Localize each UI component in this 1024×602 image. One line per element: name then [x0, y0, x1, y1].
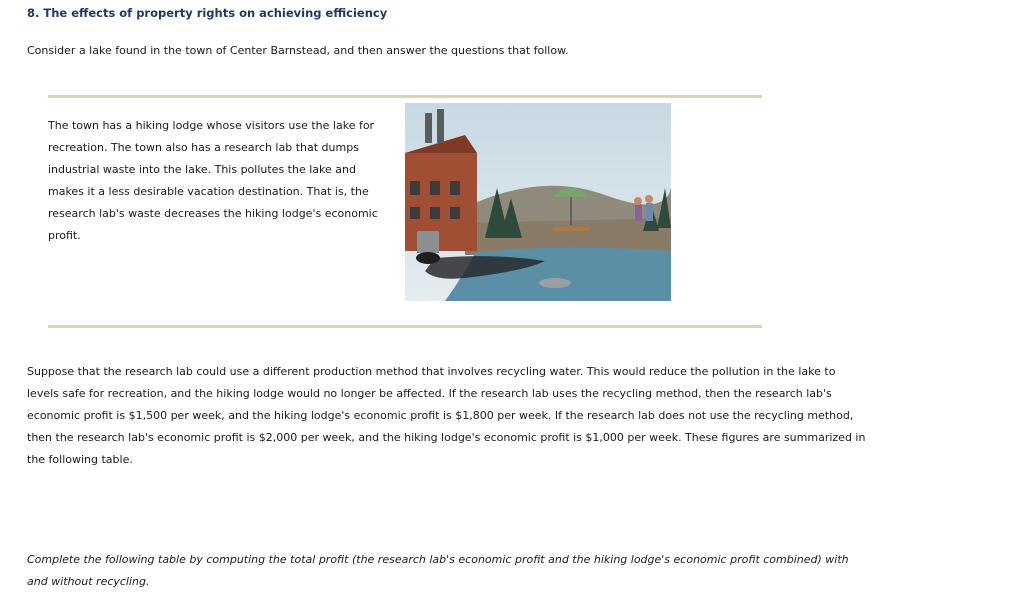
question-title: 8. The effects of property rights on achieving efficiency	[27, 6, 388, 20]
recycling-description: Suppose that the research lab could use a different production method that involves recycling water. This would reduce the pollution in the lake to levels safe for recreation, and the hiking lodge would no longer be affected. If the research lab uses the recycling method, then the research lab's economic profit is $1,500 per week, and the hiking lodge's economic profit is $1,800 per week. If the research lab does not use the recycling method, then the research lab's economic profit is $2,000 per week, and the hiking lodge's economic profit is $1,000 per week. These figures are summarized in the following table.	[27, 365, 866, 466]
intro-text: Consider a lake found in the town of Center Barnstead, and then answer the questions that follow.	[27, 44, 569, 57]
dead-fish	[539, 278, 571, 288]
divider-top	[48, 95, 762, 98]
waste-pipe	[416, 231, 440, 264]
table-instruction: Complete the following table by computing the total profit (the research lab's economic profit and the hiking lodge's economic profit combined) with and without recycling.	[27, 553, 849, 588]
lake-illustration	[405, 103, 671, 301]
lake-scene-image	[405, 103, 671, 301]
divider-bottom	[48, 325, 762, 328]
scenario-text: The town has a hiking lodge whose visitors use the lake for recreation. The town also has a research lab that dumps industrial waste into the lake. This pollutes the lake and makes it a less desirable vacation destination. That is, the research lab's waste decreases the hiking lodge's economic profit.	[48, 119, 378, 242]
